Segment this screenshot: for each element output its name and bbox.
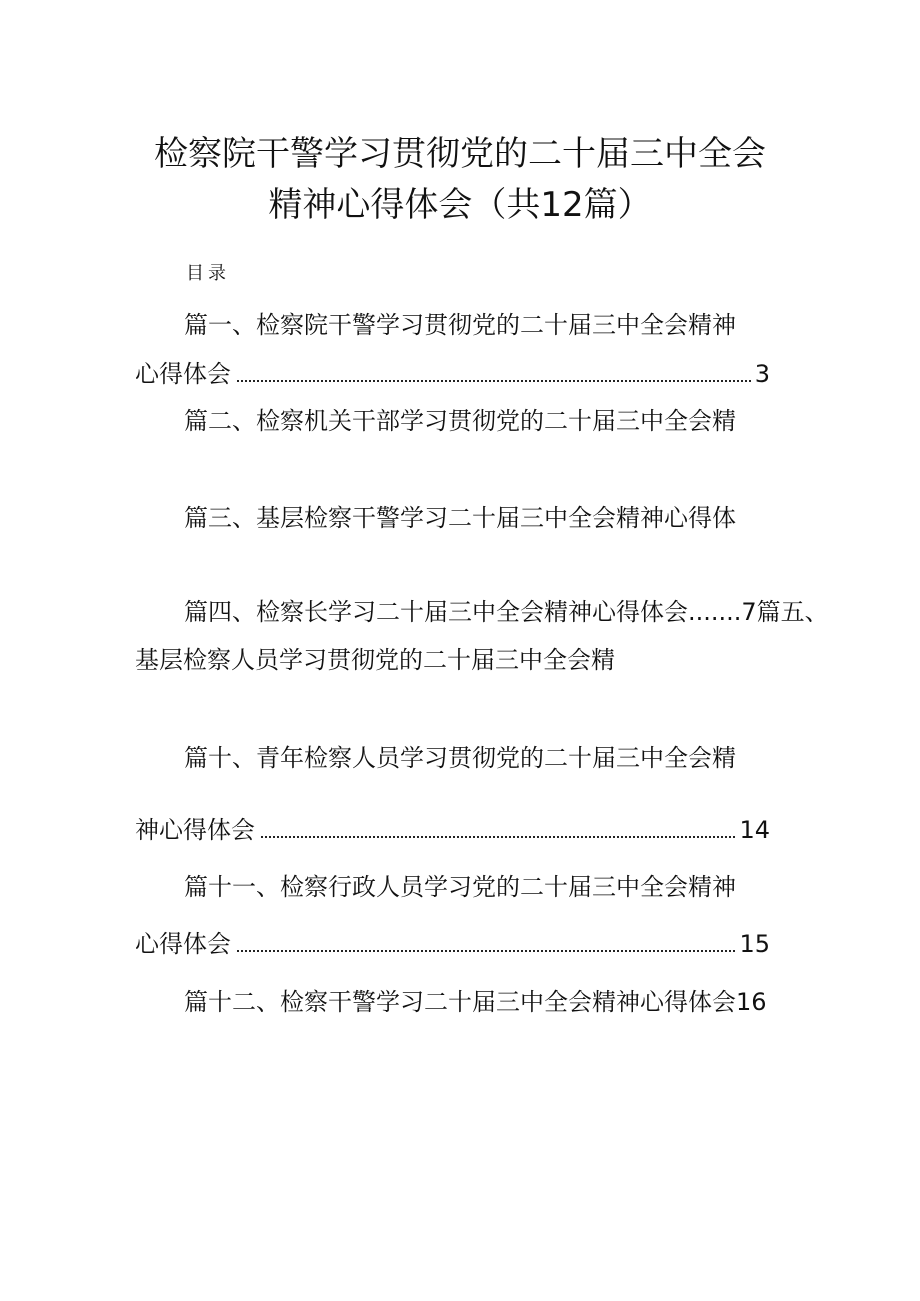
dot-leader [261, 836, 735, 838]
toc-item-1-page: 3 [754, 360, 770, 388]
document-title-line-1: 检察院干警学习贯彻党的二十届三中全会 [154, 134, 766, 174]
dot-leader [237, 950, 735, 952]
toc-heading: 目录 [186, 263, 230, 284]
toc-item-11-continuation: 心得体会 [135, 930, 231, 958]
toc-item-10-continuation: 神心得体会 [135, 816, 255, 844]
document-title-line-2: 精神心得体会（共12篇） [268, 185, 652, 225]
toc-item-1-line-2 [135, 359, 770, 389]
toc-item-10-line-1: 篇十、青年检察人员学习贯彻党的二十届三中全会精 [184, 744, 736, 772]
dot-leader [237, 380, 751, 382]
toc-item-10-line-2 [135, 815, 770, 845]
toc-item-3-line-1: 篇三、基层检察干警学习二十届三中全会精神心得体 [184, 504, 736, 532]
toc-item-1-continuation: 心得体会 [135, 360, 231, 388]
toc-item-5-line-2: 基层检察人员学习贯彻党的二十届三中全会精 [135, 646, 615, 674]
toc-item-1-line-1: 篇一、检察院干警学习贯彻党的二十届三中全会精神 [184, 311, 736, 339]
toc-item-11-line-2 [135, 929, 770, 959]
toc-item-12-line-1: 篇十二、检察干警学习二十届三中全会精神心得体会16 [184, 988, 767, 1016]
toc-item-2-line-1: 篇二、检察机关干部学习贯彻党的二十届三中全会精 [184, 407, 736, 435]
toc-item-4-line-1: 篇四、检察长学习二十届三中全会精神心得体会.......7篇五、 [184, 598, 829, 626]
toc-item-11-line-1: 篇十一、检察行政人员学习党的二十届三中全会精神 [184, 873, 736, 901]
toc-item-10-page: 14 [739, 816, 770, 844]
toc-item-11-page: 15 [739, 930, 770, 958]
